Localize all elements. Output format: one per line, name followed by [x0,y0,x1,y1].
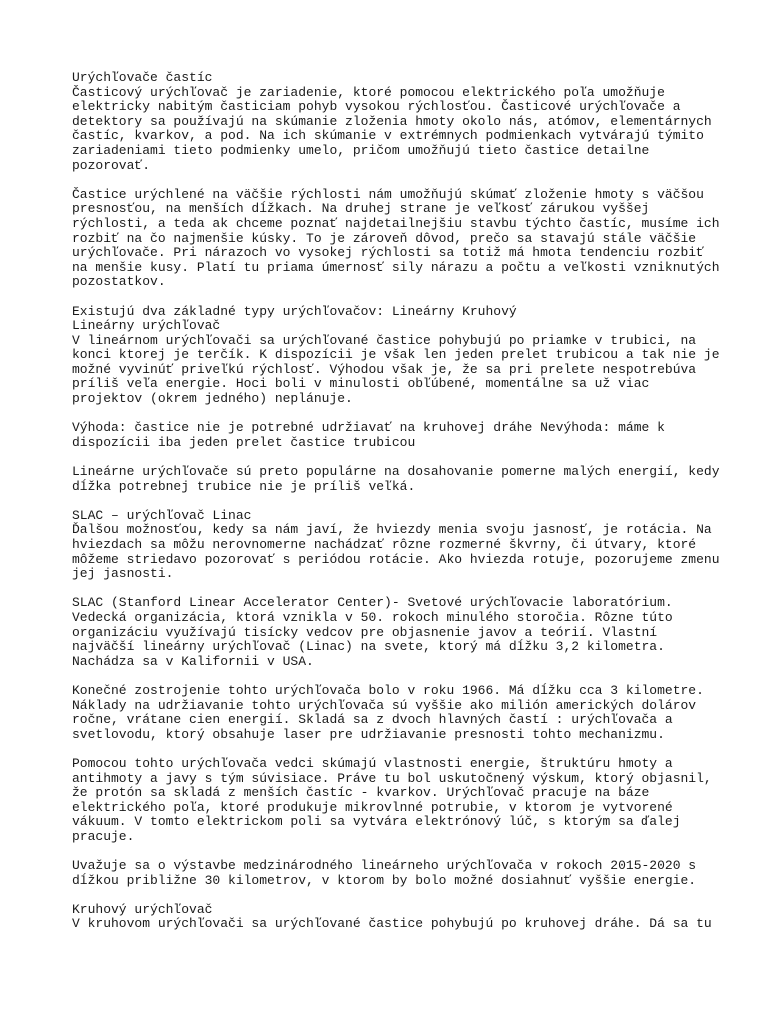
text-line: V lineárnom urýchľovači sa urýchľované častice pohybujú po priamke v trubici, na [72,332,697,348]
text-line: Konečné zostrojenie tohto urýchľovača bolo v roku 1966. Má dĺžku cca 3 kilometre. [72,682,704,698]
text-line: pozorovať. [72,157,151,173]
text-line: Častice urýchlené na väčšie rýchlosti nám umožňujú skúmať zloženie hmoty s väčšou [72,186,704,202]
section-title: Urýchľovače častíc [72,70,213,85]
text-line: Výhoda: častice nie je potrebné udržiavať na kruhovej dráhe Nevýhoda: máme k [72,420,665,436]
text-line: môžeme striedavo pozorovať s periódou rotácie. Ako hviezda rotuje, pozorujeme zmenu [72,551,720,567]
text-line: vákuum. V tomto elektrickom poli sa vytvára elektrónový lúč, s ktorým sa ďalej [72,814,681,830]
text-line: najväčší lineárny urýchľovač (Linac) na svete, ktorý má dĺžku 3,2 kilometra. [72,639,665,655]
text-line: Vedecká organizácia, ktorá vznikla v 50. rokoch minulého storočia. Rôzne túto [72,609,673,625]
text-line: Ďalšou možnosťou, kedy sa nám javí, že hviezdy menia svoju jasnosť, je rotácia. Na [72,522,712,538]
text-line: organizáciu využívajú tisícky vedcov pre objasnenie javov a teórií. Vlastní [72,624,658,640]
text-line: zariadeniami tieto podmienky umelo, pričom umožňujú tieto častice detailne [72,142,650,158]
text-line: elektricky nabitým časticiam pohyb vysokou rýchlosťou. Časticové urýchľovače a [72,99,681,115]
text-line: antihmoty a javy s tým súvisiace. Práve tu bol uskutočnený výskum, ktorý objasnil, [72,770,712,786]
text-line: elektrického poľa, ktoré produkuje mikrovlnné potrubie, v ktorom je vytvorené [72,799,673,815]
text-line: dĺžka potrebnej trubice nie je príliš veľká. [72,478,416,494]
text-line: ročne, vrátane cien energií. Skladá sa z dvoch hlavných častí : urýchľovača a [72,712,673,728]
section-title: SLAC – urýchľovač Linac [72,507,252,523]
section-title: Lineárny urýchľovač [72,318,221,334]
text-line: Existujú dva základné typy urýchľovačov: Lineárny Kruhový [72,303,517,319]
text-line: Lineárne urýchľovače sú preto populárne na dosahovanie pomerne malých energií, kedy [72,464,720,480]
text-line: hviezdach sa môžu nerovnomerne nachádzať rôzne rozmerné škvrny, či útvary, ktoré [72,537,697,552]
text-line: detektory sa používajú na skúmanie zloženia hmoty okolo nás, atómov, elementárnych [72,113,712,129]
text-line: Časticový urýchľovač je zariadenie, ktoré pomocou elektrického poľa umožňuje [72,84,665,100]
text-line: na menšie kusy. Platí tu priama úmernosť sily nárazu a počtu a veľkosti vzniknutých [72,259,720,275]
text-line: možné vyvinúť priveľkú rýchlosť. Výhodou však je, že sa pri prelete nespotrebúva [72,361,697,377]
text-line: Náklady na udržiavanie tohto urýchľovača sú vyššie ako milión amerických dolárov [72,697,697,713]
paragraph-research [72,757,712,845]
paragraph-intro [72,71,712,173]
paragraph-linear-popular [72,464,720,494]
text-line: dĺžkou približne 30 kilometrov, v ktorom by bolo možné dosiahnuť vyššie energie. [72,872,697,888]
text-line: svetlovodu, ktorý obsahuje laser pre udržiavanie presnosti tohto mechanizmu. [72,726,665,742]
text-line: Uvažuje sa o výstavbe medzinárodného lineárneho urýchľovača v rokoch 2015-2020 s [72,858,697,874]
paragraph-circular [72,903,712,932]
text-line: pozostatkov. [72,274,166,290]
paragraph-construction [72,684,712,742]
paragraph-pros-cons [72,421,712,450]
text-line: častíc, kvarkov, a pod. Na ich skúmanie v extrémnych podmienkach vytvárajú týmito [72,128,704,144]
paragraph-slac-center [72,596,712,669]
paragraph-international [72,859,712,888]
text-line: V kruhovom urýchľovači sa urýchľované častice pohybujú po kruhovej dráhe. Dá sa tu [72,916,712,932]
text-line: rýchlosti, a teda ak chceme poznať najdetailnejšiu stavbu týchto častíc, musíme ich [72,215,720,231]
text-line: SLAC (Stanford Linear Accelerator Center)- Svetové urýchľovacie laboratórium. [72,595,673,611]
document-page [72,70,720,947]
text-line: rozbiť na čo najmenšie kúsky. To je zároveň dôvod, prečo sa stavajú stále väčšie [72,230,697,246]
paragraph-speed [72,186,720,290]
text-line: že protón sa skladá z menších častíc - kvarkov. Urýchľovač pracuje na báze [72,785,650,801]
paragraph-linear [72,303,720,407]
text-line: príliš veľa energie. Hoci boli v minulosti obľúbené, momentálne sa už viac [72,376,650,392]
text-line: dispozícii iba jeden prelet častice trubicou [72,434,416,450]
text-line: pracuje. [72,828,135,844]
paragraph-slac-linac [72,507,720,582]
text-line: Pomocou tohto urýchľovača vedci skúmajú vlastnosti energie, štruktúru hmoty a [72,755,673,771]
text-line: presnosťou, na menších dĺžkach. Na druhej strane je veľkosť zárukou vyššej [72,201,650,217]
text-line: konci ktorej je terčík. K dispozícii je však len jeden prelet trubicou a tak nie je [72,347,720,363]
text-line: jej jasnosti. [72,566,174,582]
text-line: Nachádza sa v Kalifornii v USA. [72,653,314,669]
section-title: Kruhový urýchľovač [72,901,213,917]
text-line: urýchľovače. Pri nárazoch vo vysokej rýchlosti sa totiž má hmota tendenciu rozbiť [72,245,704,261]
text-line: projektov (okrem jedného) neplánuje. [72,391,353,407]
